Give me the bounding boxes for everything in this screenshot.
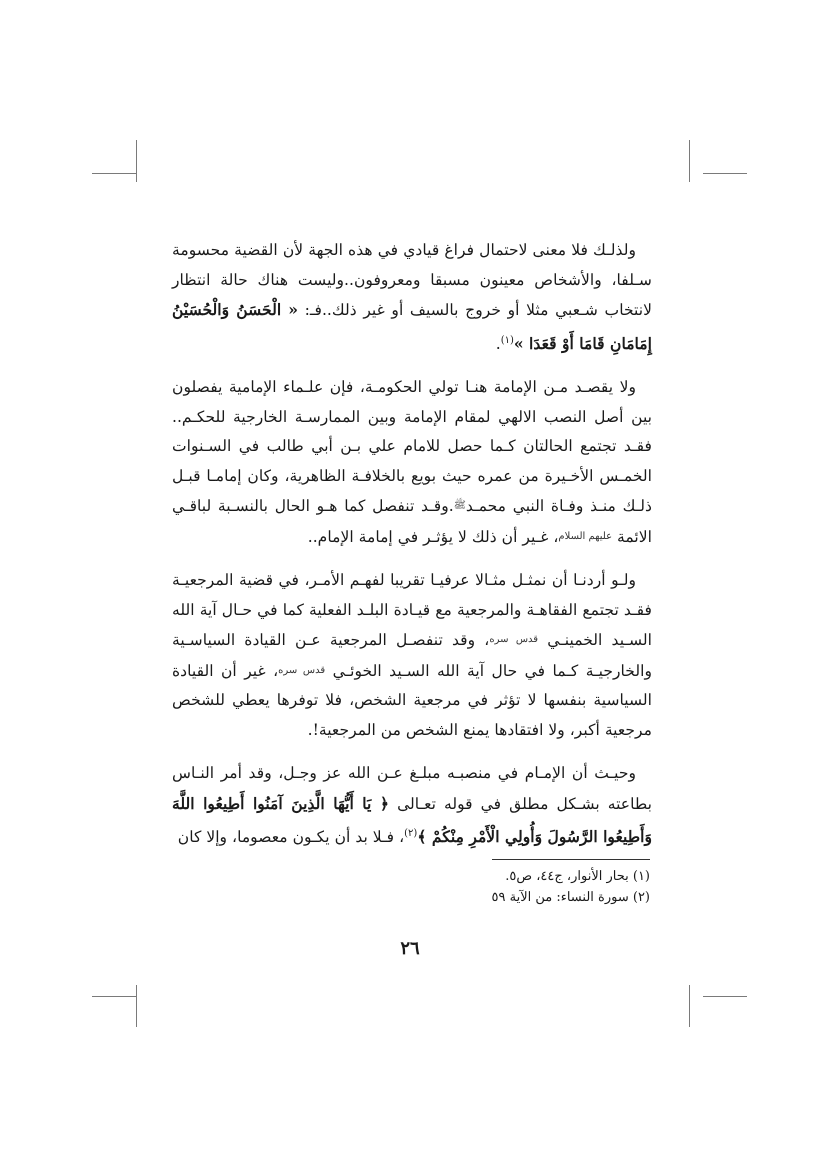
footnote-ref: (٢) xyxy=(404,828,418,839)
footnote-divider xyxy=(492,859,650,860)
paragraph-text: ، غير أن القيادة السياسية بنفسها لا تؤثر في مرجعية الشخص، فلا توفرها يعطي للشخص مرجعية أكبر، ولا افتقادها يمنع الشخص من المرجعية!. xyxy=(172,661,652,739)
paragraph-text: ، وقد تنفصـل المرجعية عـن القيادة السياسـية والخارجيـة كـما في حال آية الله السـيد الخوئـي xyxy=(172,631,652,680)
crop-mark xyxy=(92,996,136,997)
sentence-end: . xyxy=(495,334,501,353)
paragraph-text: وحيـث أن الإمـام في منصبـه مبلـغ عـن الله عز وجـل، وقد أمر النـاس بطاعته بشـكل مطلق في قوله تعـالى xyxy=(172,764,652,813)
crop-mark xyxy=(703,173,747,174)
crop-mark xyxy=(136,985,137,1027)
honorific-glyph: قدس سره xyxy=(278,664,326,676)
paragraph-text: ولا يقصـد مـن الإمامة هنـا تولي الحكومـة، فإن علـماء الإمامية يفصلون بين أصل النصب الالهي لمقام الإمامة وبين الممارسـة الخارجية للحكـم.. فقـد تجتمع الحالتان كـما حصل للامام علي بـن أبي طالب في السـنوات الخمـس الأخـيرة من عمره حيث بويع بالخلافـة الظاهرية، وكان إمامـا قبـل ذلـك منـذ وفـاة النبي محمـد xyxy=(172,378,653,515)
crop-mark xyxy=(689,985,690,1027)
paragraph xyxy=(172,236,652,359)
paragraph-text: ، غـير أن ذلك لا يؤثـر في إمامة الإمام.. xyxy=(307,527,559,546)
quran-verse: ﴿ يَا أَيُّهَا الَّذِينَ آمَنُوا أَطِيعُوا اللَّهَ وَأَطِيعُوا الرَّسُولَ وَأُولِي الْأَمْرِ مِنْكُمْ ﴾ xyxy=(172,793,652,846)
paragraph-text: ، فـلا بد أن يكـون معصوما، وإلا كان xyxy=(177,828,405,846)
honorific-glyph: عليهم السلام xyxy=(558,530,613,542)
paragraph xyxy=(172,373,652,552)
page-body xyxy=(172,236,652,867)
crop-mark xyxy=(703,996,747,997)
honorific-glyph: ﷺ xyxy=(453,500,466,511)
paragraph-text: ولذلـك فلا معنى لاحتمال فراغ قيادي في هذه الجهة لأن القضية محسومة سـلفا، والأشخاص معينون مسبقا ومعروفون..وليست هناك حالة انتظار لانتخاب شـعبي مثلا أو خروج بالسيف أو غير ذلك..فـ: xyxy=(172,241,652,319)
footnote: (٢) سورة النساء: من الآية ٥٩ xyxy=(491,890,650,905)
paragraph xyxy=(172,759,652,853)
paragraph-text: .وقـد تنفصل كما هـو الحال بالنسـبة لباقـي الائمة xyxy=(172,497,652,546)
crop-mark xyxy=(689,140,690,182)
paragraph-text: ولـو أردنـا أن نمثـل مثـالا عرفيـا تقريبا لفهـم الأمـر، في قضية المرجعيـة فقـد تجتمع الفقاهـة والمرجعية مع قيـادة البلـد الفعلية كما في حـال آية الله السـيد الخمينـي xyxy=(172,571,652,649)
crop-mark xyxy=(136,140,137,182)
honorific-glyph: قدس سره xyxy=(489,634,539,645)
crop-mark xyxy=(92,173,136,174)
footnote: (١) بحار الأنوار، ج٤٤، ص٥. xyxy=(505,869,650,884)
paragraph xyxy=(172,566,652,745)
page-number: ٢٦ xyxy=(400,938,420,959)
footnote-ref: (١) xyxy=(500,334,514,346)
hadith-quote: « الْحَسَنُ وَالْحُسَيْنُ إِمَامَانِ قَامَا أَوْ قَعَدَا » xyxy=(172,300,652,353)
footnotes xyxy=(300,866,650,908)
